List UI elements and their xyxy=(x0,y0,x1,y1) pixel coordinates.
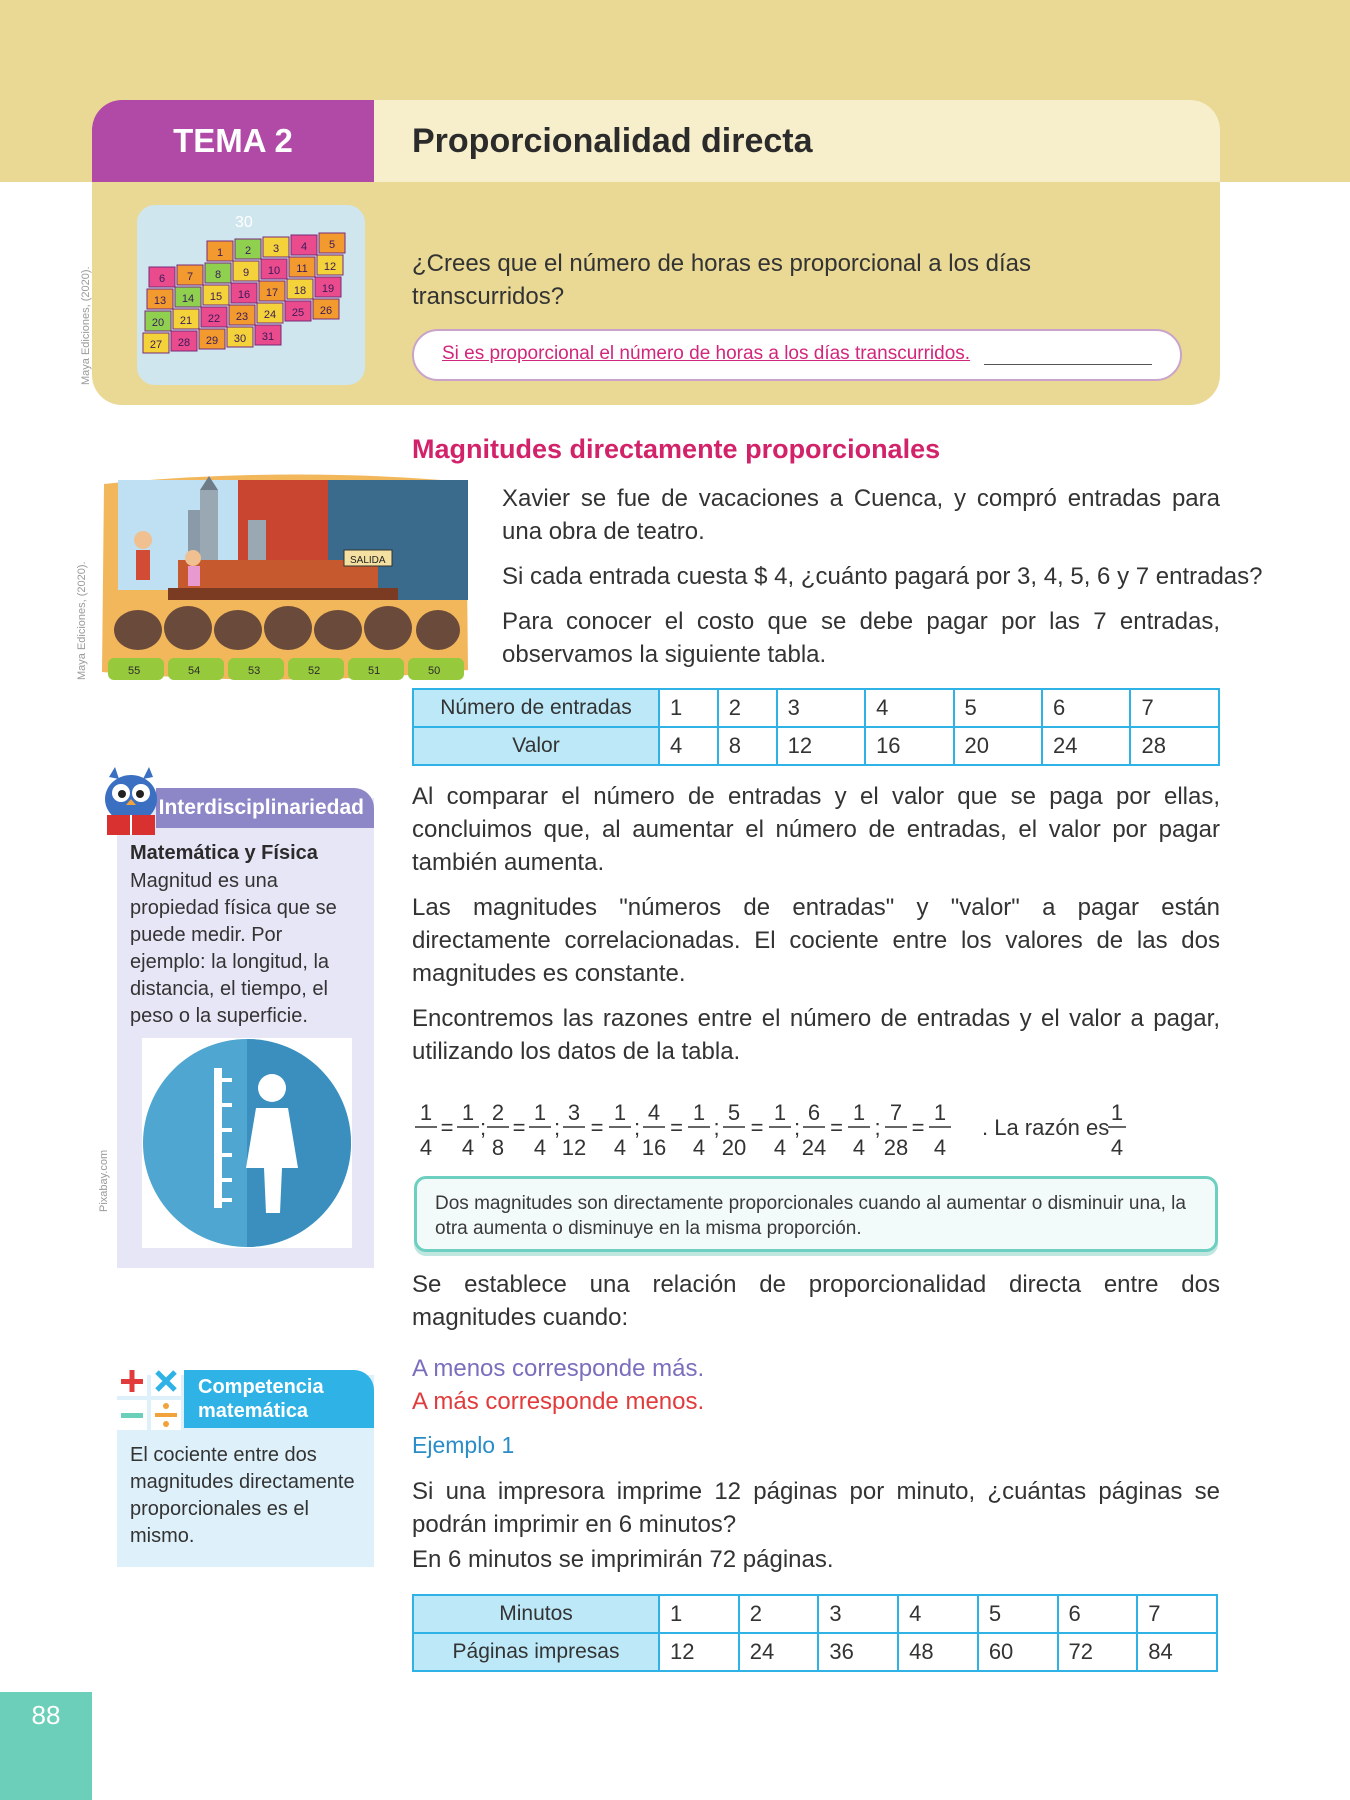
calendar-number: 26 xyxy=(319,305,333,317)
math-competence-label xyxy=(184,1370,374,1428)
fraction-denominator: 28 xyxy=(883,1135,909,1160)
semicolon: ; xyxy=(633,1115,641,1140)
fraction-numerator: 7 xyxy=(889,1100,903,1125)
paragraph-7: Se establece una relación de proporcionalidad directa entre dos magnitudes cuando: xyxy=(412,1271,1220,1331)
calendar-illustration xyxy=(137,205,365,385)
ratio-label: . La razón es xyxy=(982,1115,1110,1140)
competence-line-1: Competencia xyxy=(198,1376,324,1398)
calendar-number: 2 xyxy=(244,245,252,257)
calendar-number: 16 xyxy=(237,289,251,301)
fraction-denominator: 4 xyxy=(419,1135,433,1160)
competence-line-2: matemática xyxy=(198,1400,309,1422)
calendar-number: 9 xyxy=(242,267,250,279)
equals-sign: = xyxy=(670,1115,683,1140)
seat-number: 52 xyxy=(308,665,321,677)
calendar-number: 18 xyxy=(293,285,307,297)
section-title: Magnitudes directamente proporcionales xyxy=(412,434,941,464)
fraction-numerator: 1 xyxy=(419,1100,433,1125)
table-cell: 60 xyxy=(978,1633,1058,1671)
fraction-denominator: 4 xyxy=(613,1135,627,1160)
example-answer: En 6 minutos se imprimirán 72 páginas. xyxy=(412,1546,834,1573)
table-cell: 4 xyxy=(865,689,953,727)
table-row xyxy=(413,727,1219,765)
table-cell: 16 xyxy=(865,727,953,765)
seat-number: 51 xyxy=(368,665,381,677)
calendar-number: 11 xyxy=(296,263,308,275)
intro-question: ¿Crees que el número de horas es proporcional a los días transcurridos? xyxy=(412,250,1032,310)
semicolon: ; xyxy=(713,1115,720,1140)
equals-sign: = xyxy=(750,1115,764,1140)
calendar-number: 25 xyxy=(291,307,305,319)
title-bar xyxy=(374,100,1220,182)
table-cell: 2 xyxy=(718,689,777,727)
table-cell: 7 xyxy=(1130,689,1219,727)
fraction-denominator: 4 xyxy=(533,1135,547,1160)
table-cell: 24 xyxy=(1042,727,1130,765)
fraction-numerator: 2 xyxy=(491,1100,505,1125)
table-cell: 48 xyxy=(898,1633,978,1671)
equals-sign: = xyxy=(590,1115,604,1140)
fraction-numerator: 4 xyxy=(647,1100,661,1125)
calendar-number: 27 xyxy=(149,339,163,351)
fraction-numerator: 1 xyxy=(692,1100,706,1125)
printer-table xyxy=(412,1594,1218,1672)
table-cell: 36 xyxy=(818,1633,898,1671)
paragraph-6: Encontremos las razones entre el número de entradas y el valor a pagar, utilizando los datos de la tabla. xyxy=(412,1005,1220,1065)
fraction-denominator: 4 xyxy=(773,1135,787,1160)
exit-sign: SALIDA xyxy=(350,555,386,566)
paragraph-2: Si cada entrada cuesta $ 4, ¿cuánto pagará por 3, 4, 5, 6 y 7 entradas? xyxy=(502,563,1263,590)
seat-number: 50 xyxy=(428,665,441,677)
paragraph-4: Al comparar el número de entradas y el valor que se paga por ellas, concluimos que, al aumentar el número de entradas, el valor por pagar también aumenta. xyxy=(412,783,1220,876)
table-cell: 3 xyxy=(818,1595,898,1633)
calendar-credit: Maya Ediciones, (2020). xyxy=(80,266,92,385)
fraction-denominator: 4 xyxy=(692,1135,706,1160)
calendar-number: 15 xyxy=(209,291,223,303)
table-header: Minutos xyxy=(413,1595,659,1633)
calendar-number: 3 xyxy=(272,243,280,255)
answer-text: Si es proporcional el número de horas a los días transcurridos. xyxy=(442,343,971,364)
fraction-numerator: 1 xyxy=(773,1100,787,1125)
table-cell: 24 xyxy=(739,1633,819,1671)
fraction-numerator: 1 xyxy=(613,1100,627,1125)
theater-illustration xyxy=(98,470,472,685)
calendar-number: 4 xyxy=(300,241,308,253)
fraction-numerator: 6 xyxy=(807,1100,821,1125)
calendar-number: 10 xyxy=(267,265,281,277)
table-row xyxy=(413,689,1219,727)
table-cell: 8 xyxy=(718,727,777,765)
equals-sign: = xyxy=(512,1115,526,1140)
calendar-number: 12 xyxy=(323,261,337,273)
fraction-ratios xyxy=(412,1095,1192,1165)
table-cell: 6 xyxy=(1042,689,1130,727)
fraction-denominator: 4 xyxy=(461,1135,475,1160)
fraction-numerator: 1 xyxy=(852,1100,866,1125)
fraction-denominator: 12 xyxy=(561,1135,587,1160)
rule-more-less: A más corresponde menos. xyxy=(412,1388,705,1415)
table-header: Páginas impresas xyxy=(413,1633,659,1671)
definition-text: Dos magnitudes son directamente proporcionales cuando al aumentar o disminuir una, la otra aumenta o disminuye en la misma proporción. xyxy=(435,1193,1186,1239)
semicolon: ; xyxy=(553,1115,561,1140)
example-question: Si una impresora imprime 12 páginas por minuto, ¿cuántas páginas se podrán imprimir en 6 minutos? xyxy=(412,1478,1220,1538)
calendar-number: 14 xyxy=(181,293,195,305)
fraction-numerator: 3 xyxy=(567,1100,581,1125)
answer-line xyxy=(984,364,1152,365)
equals-sign: = xyxy=(830,1115,843,1140)
fraction-denominator: 4 xyxy=(852,1135,866,1160)
ratio-numerator: 1 xyxy=(1110,1100,1124,1125)
table-cell: 12 xyxy=(659,1633,739,1671)
sidebar-subtitle: Matemática y Física xyxy=(130,842,318,864)
calendar-number: 31 xyxy=(261,331,275,343)
table-cell: 5 xyxy=(978,1595,1058,1633)
calendar-number: 5 xyxy=(328,239,336,251)
paragraph-3: Para conocer el costo que se debe pagar por las 7 entradas, observamos la siguiente tabla. xyxy=(502,608,1220,668)
table-cell: 1 xyxy=(659,689,718,727)
competence-text: El cociente entre dos magnitudes directamente proporcionales es el mismo. xyxy=(130,1444,355,1547)
calendar-number: 19 xyxy=(321,283,335,295)
table-cell: 72 xyxy=(1058,1633,1138,1671)
calendar-number: 23 xyxy=(235,311,249,323)
fraction-denominator: 4 xyxy=(933,1135,947,1160)
fraction-denominator: 20 xyxy=(721,1135,747,1160)
table-header: Valor xyxy=(413,727,659,765)
table-row xyxy=(413,1633,1217,1671)
seat-number: 55 xyxy=(128,665,141,677)
calendar-number: 17 xyxy=(265,287,279,299)
calendar-number: 6 xyxy=(158,273,166,285)
semicolon: ; xyxy=(793,1115,801,1140)
paragraph-5: Las magnitudes "números de entradas" y "valor" a pagar están directamente correlacionadas. El cociente entre los valores de las dos magnitudes es constante. xyxy=(412,894,1220,987)
calendar-number: 21 xyxy=(179,315,193,327)
calendar-number: 13 xyxy=(153,295,167,307)
interdisciplinary-label: Interdisciplinariedad xyxy=(156,788,374,828)
table-cell: 7 xyxy=(1137,1595,1217,1633)
example-label: Ejemplo 1 xyxy=(412,1432,515,1458)
table-cell: 1 xyxy=(659,1595,739,1633)
calendar-number: 29 xyxy=(205,335,219,347)
calendar-number: 24 xyxy=(263,309,277,321)
semicolon: ; xyxy=(479,1115,487,1140)
calendar-number: 22 xyxy=(207,313,221,325)
calendar-number: 1 xyxy=(216,247,224,259)
calendar-number: 20 xyxy=(151,317,165,329)
table-cell: 4 xyxy=(898,1595,978,1633)
table-cell: 12 xyxy=(777,727,865,765)
calendar-number: 7 xyxy=(186,271,194,283)
fraction-denominator: 8 xyxy=(491,1135,505,1160)
equals-sign: = xyxy=(440,1115,454,1140)
table-cell: 84 xyxy=(1137,1633,1217,1671)
seat-number: 53 xyxy=(248,665,261,677)
fraction-numerator: 1 xyxy=(461,1100,475,1125)
page-title: Proporcionalidad directa xyxy=(412,121,813,160)
fraction-numerator: 1 xyxy=(533,1100,547,1125)
table-cell: 4 xyxy=(659,727,718,765)
calendar-number: 30 xyxy=(233,333,247,345)
fraction-denominator: 24 xyxy=(801,1135,827,1160)
seat-number: 54 xyxy=(188,665,201,677)
table-header: Número de entradas xyxy=(413,689,659,727)
fraction-numerator: 5 xyxy=(727,1100,741,1125)
equals-sign: = xyxy=(911,1115,925,1140)
rule-less-more: A menos corresponde más. xyxy=(412,1355,705,1382)
calendar-number: 30 xyxy=(235,214,253,231)
table-cell: 6 xyxy=(1058,1595,1138,1633)
fraction-numerator: 1 xyxy=(933,1100,947,1125)
table-cell: 2 xyxy=(739,1595,819,1633)
answer-field[interactable] xyxy=(412,329,1182,381)
owl-mascot-icon xyxy=(93,765,171,840)
table-cell: 20 xyxy=(954,727,1042,765)
pixabay-credit: Pixabay.com xyxy=(98,1149,110,1212)
page-number: 88 xyxy=(31,1700,61,1730)
entries-table xyxy=(412,688,1220,766)
sidebar-text: Magnitud es una propiedad física que se puede medir. Por ejemplo: la longitud, la distancia, el tiempo, el peso o la superficie. xyxy=(130,870,337,1027)
paragraph-1: Xavier se fue de vacaciones a Cuenca, y compró entradas para una obra de teatro. xyxy=(502,485,1220,545)
semicolon: ; xyxy=(874,1115,881,1140)
ratio-denominator: 4 xyxy=(1110,1135,1124,1160)
calendar-number: 8 xyxy=(214,269,222,281)
table-cell: 3 xyxy=(777,689,865,727)
table-cell: 28 xyxy=(1130,727,1219,765)
definition-box xyxy=(414,1176,1218,1252)
height-measure-illustration xyxy=(142,1038,352,1248)
math-operations-icon xyxy=(113,1362,185,1432)
theater-credit: Maya Ediciones, (2020). xyxy=(76,561,88,680)
table-cell: 5 xyxy=(954,689,1042,727)
table-row xyxy=(413,1595,1217,1633)
calendar-number: 28 xyxy=(177,337,191,349)
fraction-denominator: 16 xyxy=(641,1135,667,1160)
tema-label: TEMA 2 xyxy=(92,100,374,182)
